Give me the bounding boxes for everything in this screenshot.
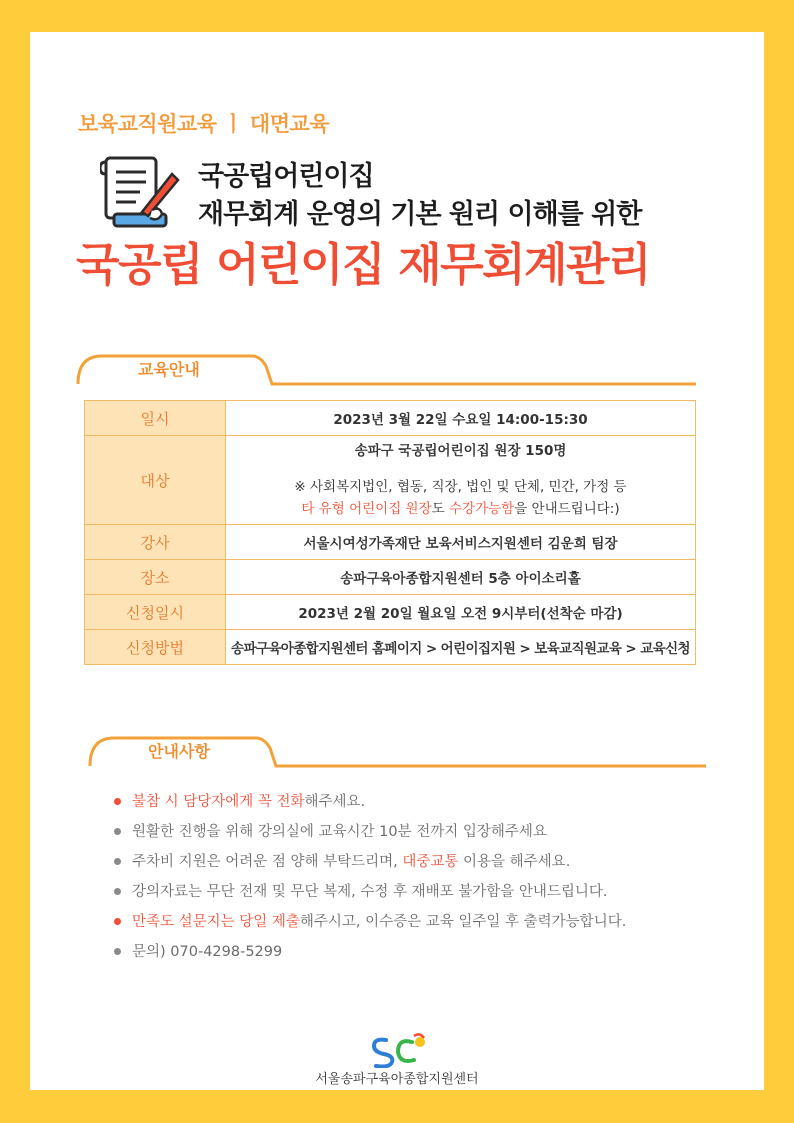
- notice-text: 문의) 070-4298-5299: [132, 944, 283, 960]
- notice-highlight: 대중교통: [402, 854, 459, 870]
- other-type-highlight: 타 유형 어린이집 원장: [301, 501, 432, 517]
- bullet-icon: [114, 858, 121, 865]
- table-row-instructor: [85, 525, 696, 560]
- target-main-line: 송파구 국공립어린이집 원장 150명: [354, 443, 567, 459]
- list-item: [112, 940, 626, 970]
- notice-text: 강의자료는 무단 전재 및 무단 복제, 수정 후 재배포 불가함을 안내드립니다.: [132, 884, 608, 900]
- target-note-line: ※ 사회복지법인, 협동, 직장, 법인 및 단체, 민간, 가정 등: [294, 479, 627, 495]
- row-value: 2023년 3월 22일 수요일 14:00-15:30: [226, 401, 696, 436]
- education-info-table: [84, 400, 696, 665]
- scroll-pen-icon: [100, 152, 182, 232]
- notices-header: [88, 734, 708, 766]
- available-highlight: 수강가능함: [448, 501, 515, 517]
- bullet-icon: [114, 948, 121, 955]
- row-label: 일시: [85, 401, 226, 436]
- notice-highlight: 만족도 설문지는 당일 제출: [132, 914, 300, 930]
- list-item: [112, 790, 626, 820]
- table-row-apply-method: [85, 630, 696, 665]
- notice-text: 해주세요.: [304, 794, 366, 810]
- bullet-icon: [114, 888, 121, 895]
- target-note-line-2: [228, 498, 693, 520]
- row-label: 대상: [85, 436, 226, 525]
- row-value: 송파구육아종합지원센터 홈페이지 > 어린이집지원 > 보육교직원교육 > 교육신청: [226, 630, 696, 665]
- poster-sheet: [30, 32, 764, 1090]
- list-item: [112, 820, 626, 850]
- program-kicker: 보육교직원교육 ㅣ 대면교육: [78, 112, 330, 136]
- center-name: 서울송파구육아종합지원센터: [315, 1072, 479, 1087]
- title-line-1: 국공립어린이집: [198, 161, 374, 192]
- list-item: [112, 910, 626, 940]
- notice-list: [112, 790, 626, 970]
- bullet-icon: [114, 918, 121, 925]
- bullet-icon: [114, 798, 121, 805]
- row-value: 서울시여성가족재단 보육서비스지원센터 김운희 팀장: [226, 525, 696, 560]
- row-label: 신청방법: [85, 630, 226, 665]
- table-row-place: [85, 560, 696, 595]
- row-value: 송파구육아종합지원센터 5층 아이소리홀: [226, 560, 696, 595]
- note-text: 을 안내드립니다:): [514, 501, 620, 517]
- table-row-date: [85, 401, 696, 436]
- main-title: 국공립 어린이집 재무회계관리: [76, 238, 650, 291]
- row-value-target: [226, 436, 696, 525]
- row-label: 강사: [85, 525, 226, 560]
- list-item: [112, 850, 626, 880]
- row-label: 신청일시: [85, 595, 226, 630]
- bullet-icon: [114, 828, 121, 835]
- list-item: [112, 880, 626, 910]
- notices-label: 안내사항: [148, 742, 210, 761]
- notice-text: 주차비 지원은 어려운 점 양해 부탁드리며,: [132, 854, 403, 870]
- notice-highlight: 불참 시 담당자에게 꼭 전화: [132, 794, 305, 810]
- table-row-apply-date: [85, 595, 696, 630]
- note-text: 도: [431, 501, 449, 517]
- notice-text: 이용을 해주세요.: [458, 854, 571, 870]
- table-row-target: [85, 436, 696, 525]
- education-info-header: [76, 352, 698, 384]
- title-line-2: 재무회계 운영의 기본 원리 이해를 위한: [198, 199, 642, 230]
- row-label: 장소: [85, 560, 226, 595]
- center-logo-icon: [368, 1032, 432, 1068]
- notice-text: 원활한 진행을 위해 강의실에 교육시간 10분 전까지 입장해주세요: [132, 824, 547, 840]
- notice-text: 해주시고, 이수증은 교육 일주일 후 출력가능합니다.: [299, 914, 627, 930]
- row-value: 2023년 2월 20일 월요일 오전 9시부터(선착순 마감): [226, 595, 696, 630]
- education-info-label: 교육안내: [138, 360, 200, 379]
